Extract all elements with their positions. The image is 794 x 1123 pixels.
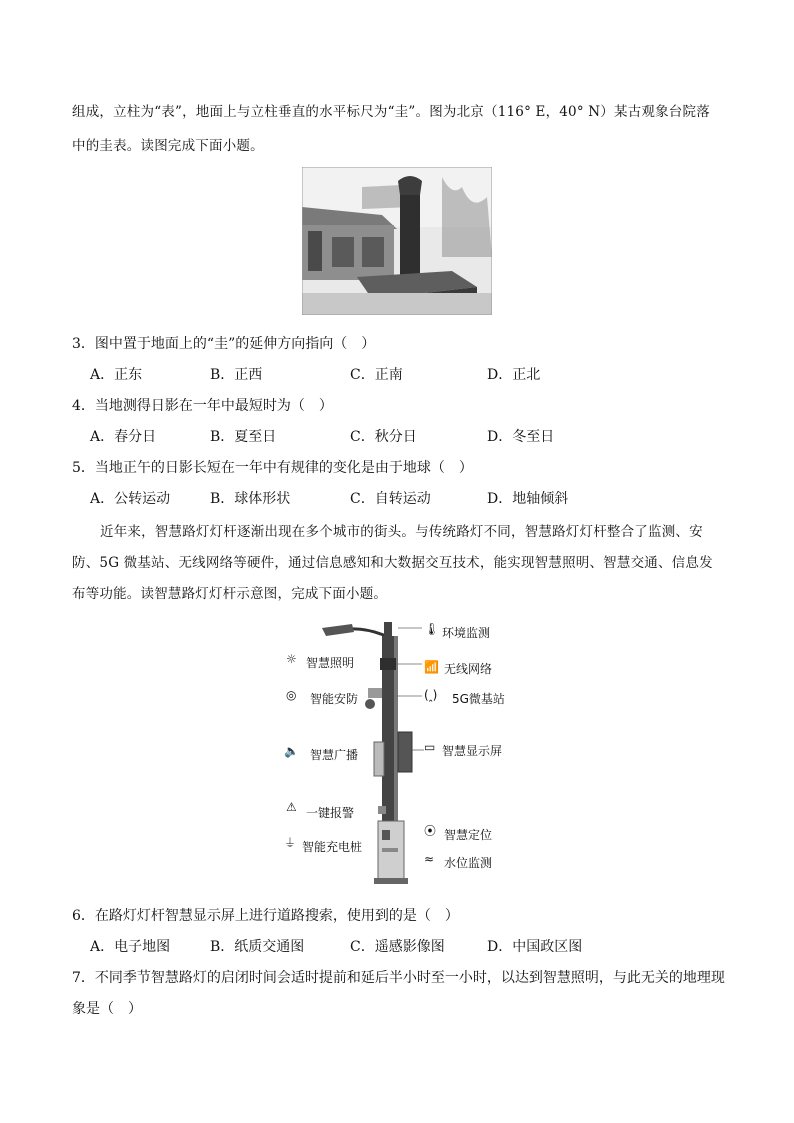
question-3-option-c[interactable]: C．正南 (350, 367, 403, 383)
passage2-line-3: 布等功能。读智慧路灯灯杆示意图，完成下面小题。 (72, 586, 388, 602)
question-6-option-c[interactable]: C．遥感影像图 (350, 939, 445, 955)
intro-line-1: 组成，立柱为“表”，地面上与立柱垂直的水平标尺为“圭”。图为北京（116° E，40° N）某古观象台院落 (72, 104, 710, 120)
intro-line-2: 中的圭表。读图完成下面小题。 (72, 138, 264, 154)
label-wifi: 无线网络 (444, 662, 493, 676)
question-7-stem-continued: 象是（ ） (72, 1001, 142, 1017)
label-water: 水位监测 (444, 856, 493, 870)
passage2-line-2: 防、5G 微基站、无线网络等硬件，通过信息感知和大数据交互技术，能实现智慧照明、智慧交通、信息发 (72, 555, 713, 571)
question-5-option-d[interactable]: D．地轴倾斜 (487, 491, 569, 507)
thermometer-icon: 🌡 (424, 622, 440, 636)
plug-icon: ⏚ (284, 836, 297, 850)
question-3-option-a[interactable]: A．正东 (90, 367, 143, 383)
screen-icon: ▭ (424, 740, 436, 754)
sun-icon: ☼ (286, 652, 297, 666)
location-pin-icon: ⦿ (424, 824, 437, 838)
question-7-stem: 7．不同季节智慧路灯的启闭时间会适时提前和延后半小时至一小时，以达到智慧照明，与此无关的地理现 (72, 970, 725, 986)
question-4-option-a[interactable]: A．春分日 (90, 429, 157, 445)
question-3-option-b[interactable]: B．正西 (210, 367, 263, 383)
label-security: 智能安防 (310, 692, 359, 706)
question-4-option-d[interactable]: D．冬至日 (487, 429, 555, 445)
question-6-option-d[interactable]: D．中国政区图 (487, 939, 583, 955)
question-4-option-b[interactable]: B．夏至日 (210, 429, 277, 445)
passage2-line-1: 近年来，智慧路灯灯杆逐渐出现在多个城市的街头。与传统路灯不同，智慧路灯灯杆整合了监测、安 (100, 524, 703, 540)
water-wave-icon: ≈ (424, 852, 435, 866)
question-5-option-a[interactable]: A．公转运动 (90, 491, 171, 507)
smart-lamp-diagram (282, 616, 542, 890)
antenna-icon: (ꞈ) (424, 688, 438, 702)
label-screen: 智慧显示屏 (442, 744, 503, 758)
question-6-option-a[interactable]: A．电子地图 (90, 939, 171, 955)
label-light: 智慧照明 (306, 656, 355, 670)
speaker-icon: 🔈 (284, 744, 299, 758)
question-5-stem: 5．当地正午的日影长短在一年中有规律的变化是由于地球（ ） (72, 460, 473, 476)
question-6-stem: 6．在路灯灯杆智慧显示屏上进行道路搜索，使用到的是（ ） (72, 908, 459, 924)
gnomon-photo (302, 167, 492, 315)
label-locate: 智慧定位 (444, 828, 493, 842)
label-broadcast: 智慧广播 (310, 748, 359, 762)
question-3-stem: 3．图中置于地面上的“圭”的延伸方向指向（ ） (72, 336, 376, 352)
label-station: 5G微基站 (452, 692, 505, 706)
label-alarm: 一键报警 (306, 806, 355, 820)
question-4-stem: 4．当地测得日影在一年中最短时为（ ） (72, 398, 333, 414)
label-charge: 智能充电桩 (302, 840, 363, 854)
question-4-option-c[interactable]: C．秋分日 (350, 429, 417, 445)
siren-icon: ⚠ (286, 800, 297, 814)
question-5-option-c[interactable]: C．自转运动 (350, 491, 431, 507)
question-3-option-d[interactable]: D．正北 (487, 367, 541, 383)
wifi-icon: 📶 (424, 660, 439, 674)
question-5-option-b[interactable]: B．球体形状 (210, 491, 291, 507)
label-env: 环境监测 (442, 626, 491, 640)
camera-icon: ◎ (286, 688, 297, 702)
question-6-option-b[interactable]: B．纸质交通图 (210, 939, 305, 955)
